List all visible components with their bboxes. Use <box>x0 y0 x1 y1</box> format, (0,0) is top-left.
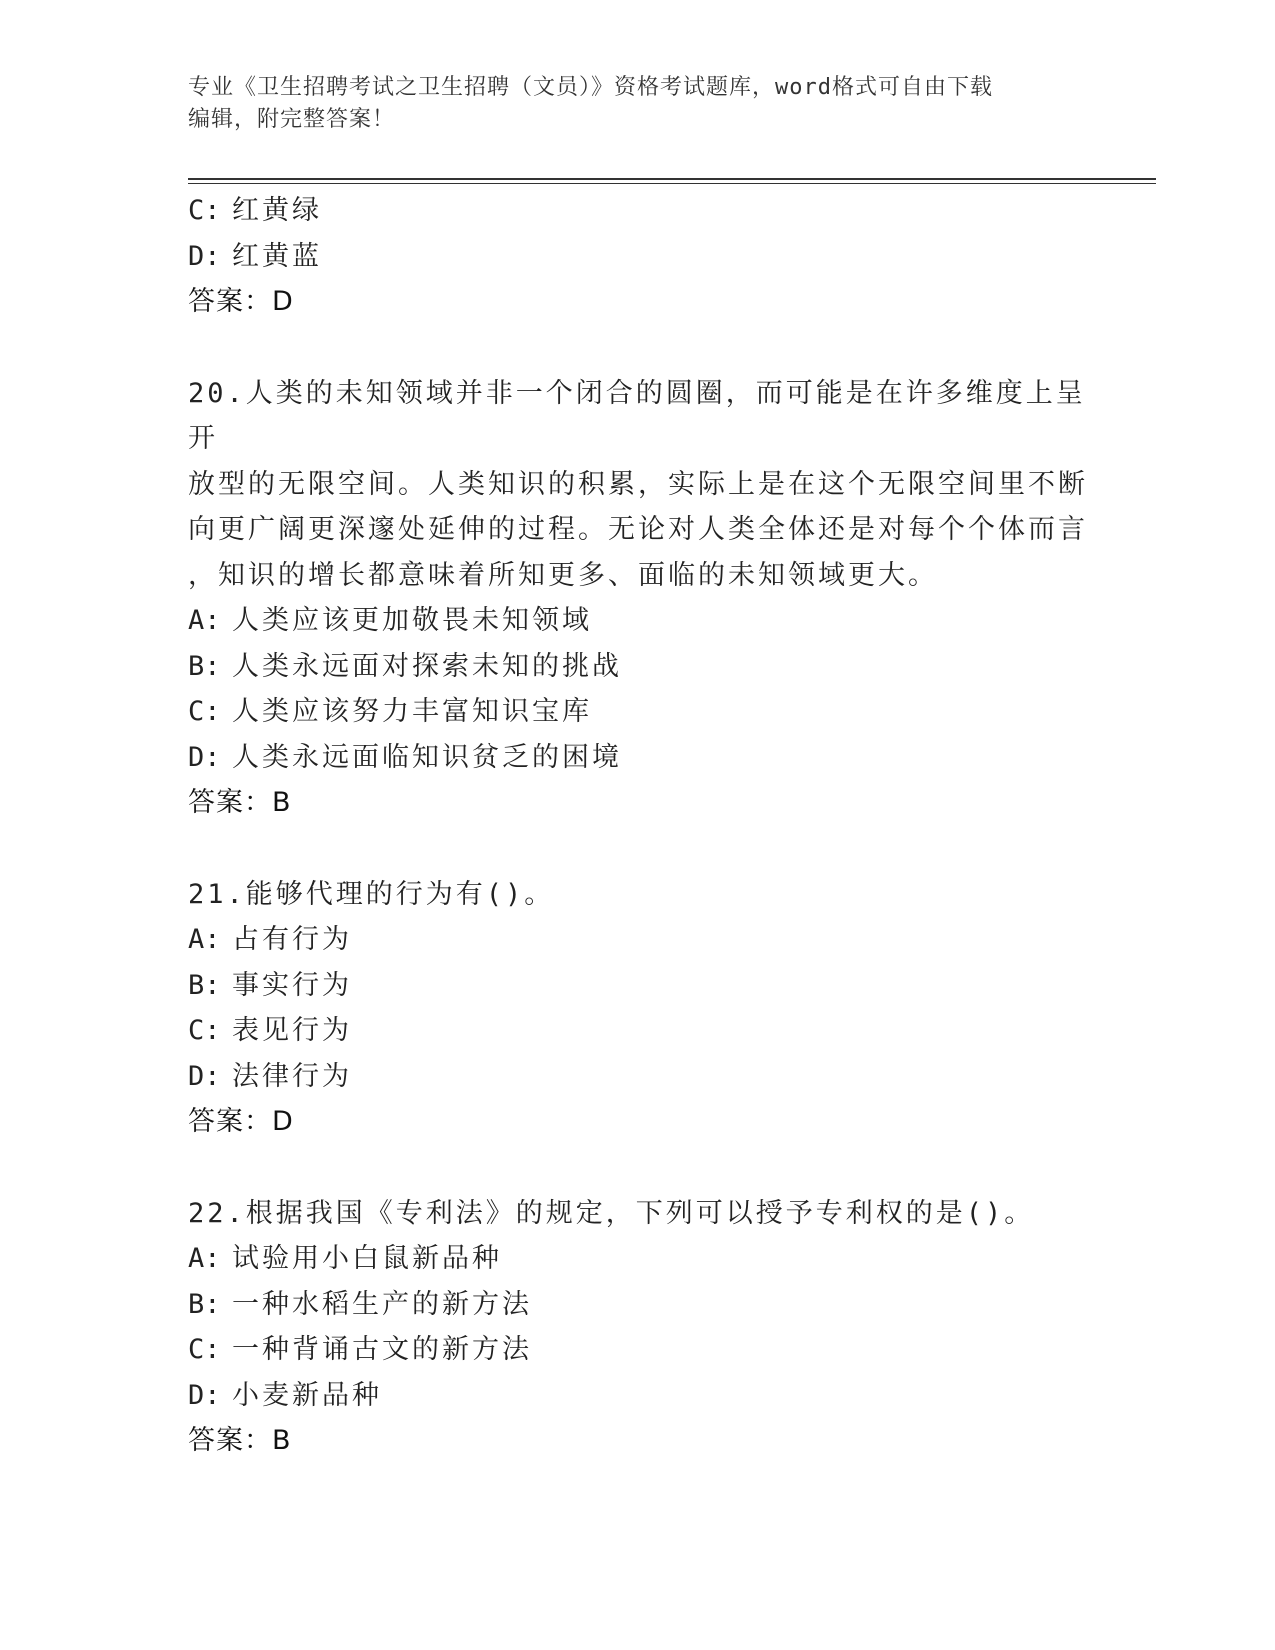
answer-line: 答案：B <box>188 787 292 818</box>
option-key: C: <box>188 1334 221 1365</box>
option-c <box>188 689 1088 735</box>
option-text: 红黄蓝 <box>232 240 322 272</box>
header-line-1: 专业《卫生招聘考试之卫生招聘（文员）》资格考试题库，word格式可自由下载 <box>188 75 993 100</box>
question-20 <box>188 371 1088 826</box>
option-c <box>188 1327 1088 1373</box>
header-divider <box>188 178 1156 180</box>
option-text: 人类永远面临知识贫乏的困境 <box>232 741 622 773</box>
option-text: 一种背诵古文的新方法 <box>232 1334 532 1365</box>
option-key: D: <box>188 741 221 773</box>
option-d <box>188 1054 1088 1100</box>
option-a <box>188 917 1088 963</box>
question-stem-line: ，知识的增长都意味着所知更多、面临的未知领域更大。 <box>188 559 938 591</box>
prev-question-block <box>188 188 1088 325</box>
option-text: 一种水稻生产的新方法 <box>232 1288 532 1320</box>
option-d <box>188 735 1088 781</box>
option-key: C: <box>188 1015 221 1046</box>
option-key: A: <box>188 1243 221 1274</box>
option-key: C: <box>188 696 221 727</box>
option-b <box>188 644 1088 690</box>
option-key: C: <box>188 195 221 226</box>
option-text: 人类应该努力丰富知识宝库 <box>232 696 592 727</box>
answer-line: 答案：D <box>188 1106 294 1137</box>
option-text: 红黄绿 <box>232 195 322 226</box>
question-stem-line: 21.能够代理的行为有()。 <box>188 878 555 910</box>
option-a <box>188 598 1088 644</box>
document-header <box>188 72 1088 136</box>
option-text: 人类永远面对探索未知的挑战 <box>232 650 622 682</box>
option-key: B: <box>188 969 221 1001</box>
question-stem-line: 放型的无限空间。人类知识的积累，实际上是在这个无限空间里不断 <box>188 468 1088 500</box>
option-b <box>188 1282 1088 1328</box>
answer-line: 答案：B <box>188 1425 292 1456</box>
question-stem-line: 向更广阔更深邃处延伸的过程。无论对人类全体还是对每个个体而言 <box>188 514 1088 545</box>
spacer <box>188 826 1088 872</box>
option-text: 小麦新品种 <box>232 1379 382 1411</box>
option-text: 表见行为 <box>232 1015 352 1046</box>
option-text: 试验用小白鼠新品种 <box>232 1243 502 1274</box>
question-21 <box>188 872 1088 1145</box>
question-stem-line: 20.人类的未知领域并非一个闭合的圆圈，而可能是在许多维度上呈开 <box>188 377 1086 454</box>
option-key: D: <box>188 240 221 272</box>
option-text: 人类应该更加敬畏未知领域 <box>232 605 592 636</box>
option-b <box>188 963 1088 1009</box>
option-c <box>188 188 1088 234</box>
question-stem-line: 22.根据我国《专利法》的规定，下列可以授予专利权的是()。 <box>188 1197 1035 1229</box>
option-c <box>188 1008 1088 1054</box>
option-key: A: <box>188 605 221 636</box>
option-key: B: <box>188 650 221 682</box>
header-line-2: 编辑，附完整答案！ <box>188 107 396 132</box>
option-key: D: <box>188 1060 221 1092</box>
option-a <box>188 1236 1088 1282</box>
option-key: D: <box>188 1379 221 1411</box>
option-key: B: <box>188 1288 221 1320</box>
answer-line: 答案：D <box>188 286 294 317</box>
option-d <box>188 1373 1088 1419</box>
spacer <box>188 325 1088 371</box>
option-text: 事实行为 <box>232 969 352 1001</box>
option-text: 占有行为 <box>232 924 352 955</box>
spacer <box>188 1145 1088 1191</box>
option-text: 法律行为 <box>232 1060 352 1092</box>
option-key: A: <box>188 924 221 955</box>
option-d <box>188 234 1088 280</box>
question-22 <box>188 1191 1088 1464</box>
question-content <box>188 188 1088 1464</box>
